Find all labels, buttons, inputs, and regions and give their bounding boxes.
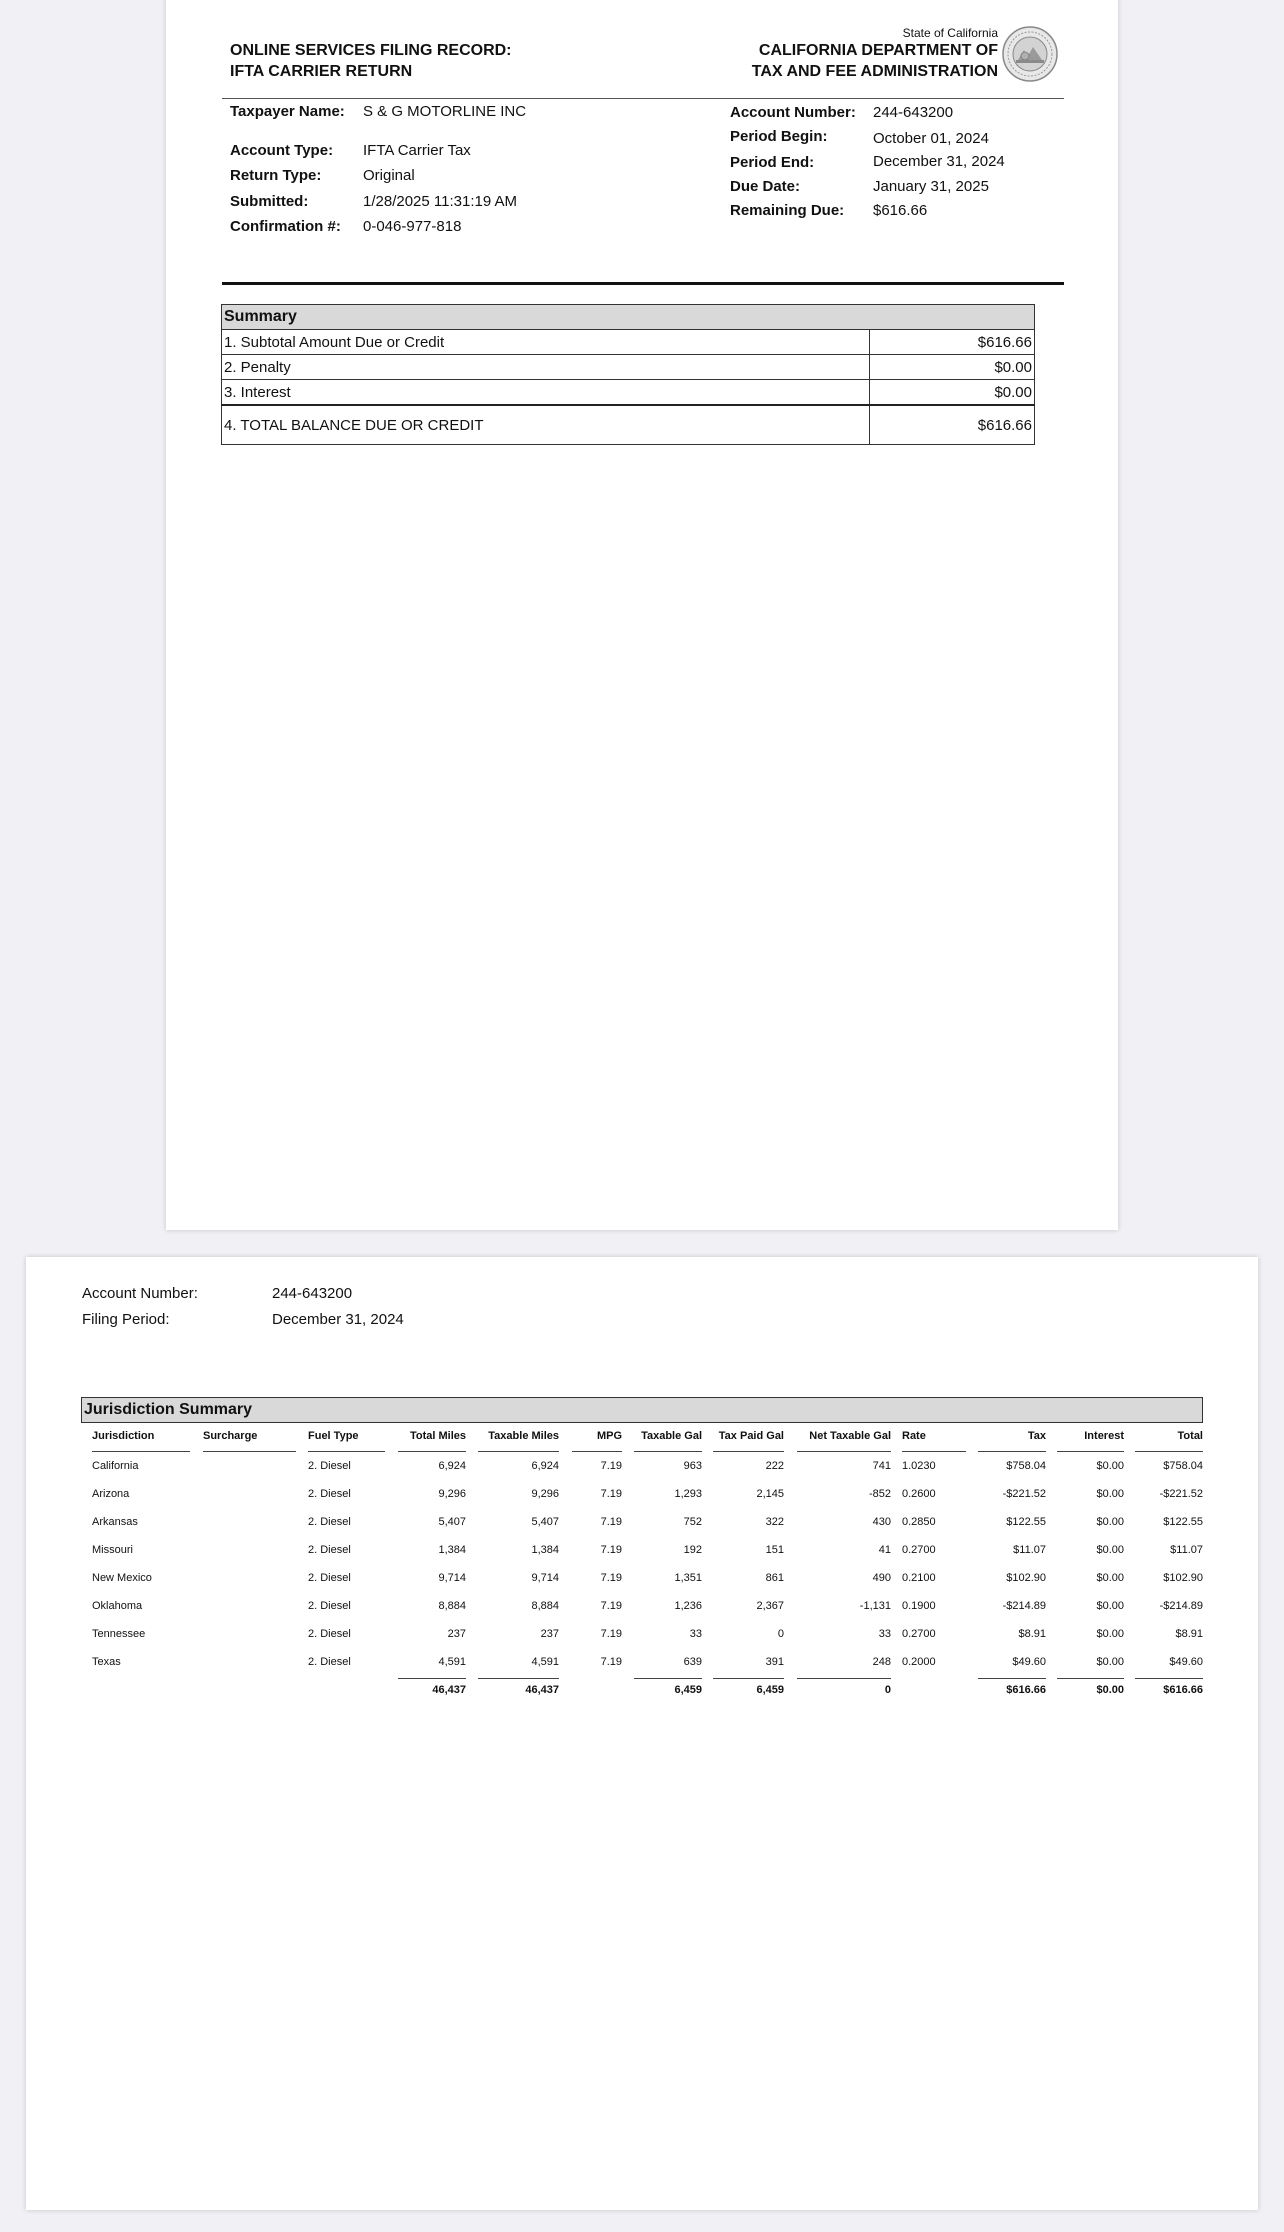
table-cell-interest: $0.00 bbox=[1096, 1656, 1124, 1668]
column-underline bbox=[398, 1451, 466, 1452]
table-cell-taxable-gal: 1,236 bbox=[674, 1600, 702, 1612]
field-label: Due Date: bbox=[730, 178, 801, 195]
field-label: Account Number: bbox=[82, 1285, 198, 1302]
table-cell-fuel-type: 2. Diesel bbox=[308, 1544, 351, 1556]
jurisdiction-heading: Jurisdiction Summary bbox=[81, 1397, 1203, 1423]
table-cell-net-taxable-gal: 741 bbox=[872, 1460, 891, 1472]
field-value: 244-643200 bbox=[272, 1285, 353, 1302]
table-cell-tax-paid-gal: 2,367 bbox=[756, 1600, 784, 1612]
table-cell-interest: $0.00 bbox=[1096, 1460, 1124, 1472]
table-cell-rate: 0.2700 bbox=[902, 1544, 936, 1556]
table-cell-interest: $0.00 bbox=[1096, 1572, 1124, 1584]
table-cell-mpg: 7.19 bbox=[600, 1656, 622, 1668]
table-cell-total: $11.07 bbox=[1170, 1544, 1203, 1556]
table-cell-rate: 0.2850 bbox=[902, 1516, 936, 1528]
table-cell-mpg: 7.19 bbox=[600, 1572, 622, 1584]
column-underline bbox=[203, 1451, 296, 1452]
column-header-mpg: MPG bbox=[596, 1430, 622, 1442]
summary-label: 3. Interest bbox=[222, 380, 870, 406]
column-underline bbox=[308, 1451, 385, 1452]
table-cell-total-miles: 1,384 bbox=[438, 1544, 466, 1556]
total-underline bbox=[1135, 1678, 1203, 1679]
table-cell-jurisdiction: California bbox=[92, 1460, 139, 1472]
table-cell-total-miles: 8,884 bbox=[438, 1600, 466, 1612]
table-cell-total-miles: 4,591 bbox=[438, 1656, 466, 1668]
table-cell-fuel-type: 2. Diesel bbox=[308, 1600, 351, 1612]
table-row bbox=[222, 330, 1035, 355]
table-cell-rate: 0.2100 bbox=[902, 1572, 936, 1584]
table-cell-taxable-miles: 9,714 bbox=[531, 1572, 559, 1584]
table-cell-taxable-miles: 9,296 bbox=[531, 1488, 559, 1500]
table-cell-mpg: 7.19 bbox=[600, 1628, 622, 1640]
field-label: Confirmation #: bbox=[230, 218, 341, 235]
table-cell-fuel-type: 2. Diesel bbox=[308, 1488, 351, 1500]
column-header-jurisdiction: Jurisdiction bbox=[92, 1430, 155, 1442]
table-cell-taxable-gal: 963 bbox=[683, 1460, 702, 1472]
summary-label: 1. Subtotal Amount Due or Credit bbox=[222, 330, 870, 355]
table-cell-tax-paid-gal: 861 bbox=[765, 1572, 784, 1584]
table-cell-tax: $758.04 bbox=[1006, 1460, 1046, 1472]
table-cell-rate: 0.1900 bbox=[902, 1600, 936, 1612]
table-cell-net-taxable-gal: -1,131 bbox=[859, 1600, 891, 1612]
field-label: Return Type: bbox=[230, 167, 322, 184]
total-underline bbox=[1057, 1678, 1124, 1679]
section-divider bbox=[222, 282, 1064, 285]
record-title-line1: ONLINE SERVICES FILING RECORD: bbox=[230, 42, 512, 59]
table-cell-jurisdiction: New Mexico bbox=[92, 1572, 152, 1584]
table-cell-tax-paid-gal: 0 bbox=[777, 1628, 784, 1640]
table-cell-interest: $0.00 bbox=[1096, 1600, 1124, 1612]
table-cell-mpg: 7.19 bbox=[600, 1516, 622, 1528]
field-label: Account Type: bbox=[230, 142, 334, 159]
table-cell-net-taxable-gal: 41 bbox=[878, 1544, 891, 1556]
agency-name-line2: TAX AND FEE ADMINISTRATION bbox=[751, 63, 998, 80]
column-underline bbox=[92, 1451, 190, 1452]
state-seal-icon bbox=[1002, 26, 1058, 82]
table-cell-jurisdiction: Missouri bbox=[92, 1544, 133, 1556]
column-header-total-miles: Total Miles bbox=[409, 1430, 466, 1442]
column-underline bbox=[713, 1451, 784, 1452]
field-label: Period End: bbox=[730, 154, 815, 171]
table-cell-taxable-miles: 4,591 bbox=[531, 1656, 559, 1668]
table-cell-tax: $11.07 bbox=[1013, 1544, 1046, 1556]
table-cell-total: $102.90 bbox=[1163, 1572, 1203, 1584]
table-cell-total-miles: 9,714 bbox=[438, 1572, 466, 1584]
field-value: December 31, 2024 bbox=[873, 153, 1005, 170]
table-cell-total: -$214.89 bbox=[1159, 1600, 1203, 1612]
total-underline bbox=[978, 1678, 1046, 1679]
total-underline bbox=[478, 1678, 559, 1679]
table-cell-taxable-miles: 6,924 bbox=[531, 1460, 559, 1472]
total-cell-taxable-miles: 46,437 bbox=[525, 1684, 559, 1696]
field-value: IFTA Carrier Tax bbox=[363, 142, 471, 159]
field-value: January 31, 2025 bbox=[873, 178, 989, 195]
table-cell-net-taxable-gal: 248 bbox=[872, 1656, 891, 1668]
table-cell-jurisdiction: Arizona bbox=[92, 1488, 130, 1500]
table-cell-taxable-gal: 33 bbox=[689, 1628, 702, 1640]
table-cell-tax-paid-gal: 322 bbox=[765, 1516, 784, 1528]
jurisdiction-table bbox=[26, 1257, 1258, 2210]
table-cell-rate: 0.2700 bbox=[902, 1628, 936, 1640]
summary-amount: $616.66 bbox=[870, 330, 1035, 355]
table-cell-tax-paid-gal: 151 bbox=[765, 1544, 784, 1556]
total-cell-net-taxable-gal: 0 bbox=[884, 1684, 891, 1696]
column-header-taxable-miles: Taxable Miles bbox=[488, 1430, 559, 1442]
table-cell-rate: 0.2600 bbox=[902, 1488, 936, 1500]
field-value: 0-046-977-818 bbox=[363, 218, 462, 235]
column-header-fuel-type: Fuel Type bbox=[308, 1430, 359, 1442]
table-cell-fuel-type: 2. Diesel bbox=[308, 1460, 351, 1472]
table-cell-mpg: 7.19 bbox=[600, 1600, 622, 1612]
column-underline bbox=[797, 1451, 891, 1452]
summary-table bbox=[221, 304, 1035, 445]
table-cell-fuel-type: 2. Diesel bbox=[308, 1656, 351, 1668]
table-cell-taxable-gal: 752 bbox=[683, 1516, 702, 1528]
field-value: December 31, 2024 bbox=[272, 1311, 404, 1328]
column-underline bbox=[1135, 1451, 1203, 1452]
table-cell-tax: $122.55 bbox=[1006, 1516, 1046, 1528]
table-cell-total-miles: 6,924 bbox=[438, 1460, 466, 1472]
field-value: Original bbox=[363, 167, 415, 184]
summary-amount: $0.00 bbox=[870, 380, 1035, 406]
field-label: Account Number: bbox=[730, 104, 856, 121]
table-cell-taxable-miles: 8,884 bbox=[531, 1600, 559, 1612]
agency-header bbox=[752, 26, 998, 82]
column-header-tax-paid-gal: Tax Paid Gal bbox=[718, 1430, 784, 1442]
total-cell-tax: $616.66 bbox=[1006, 1684, 1046, 1696]
table-cell-mpg: 7.19 bbox=[600, 1460, 622, 1472]
column-underline bbox=[478, 1451, 559, 1452]
table-row bbox=[222, 380, 1035, 406]
table-cell-total-miles: 5,407 bbox=[438, 1516, 466, 1528]
table-cell-net-taxable-gal: 33 bbox=[878, 1628, 891, 1640]
table-cell-total: $8.91 bbox=[1175, 1628, 1203, 1640]
field-label: Submitted: bbox=[230, 193, 309, 210]
summary-label: 2. Penalty bbox=[222, 355, 870, 380]
summary-label: 4. TOTAL BALANCE DUE OR CREDIT bbox=[222, 405, 870, 445]
summary-amount: $616.66 bbox=[870, 405, 1035, 445]
table-cell-mpg: 7.19 bbox=[600, 1544, 622, 1556]
agency-name-line1: CALIFORNIA DEPARTMENT OF bbox=[758, 42, 998, 59]
table-row bbox=[222, 355, 1035, 380]
table-cell-total-miles: 9,296 bbox=[438, 1488, 466, 1500]
table-cell-net-taxable-gal: 490 bbox=[872, 1572, 891, 1584]
field-label: Period Begin: bbox=[730, 128, 828, 145]
table-cell-taxable-miles: 5,407 bbox=[531, 1516, 559, 1528]
table-cell-tax: $102.90 bbox=[1006, 1572, 1046, 1584]
summary-heading: Summary bbox=[222, 305, 1035, 330]
table-cell-interest: $0.00 bbox=[1096, 1488, 1124, 1500]
column-underline bbox=[634, 1451, 702, 1452]
summary-amount: $0.00 bbox=[870, 355, 1035, 380]
table-cell-interest: $0.00 bbox=[1096, 1544, 1124, 1556]
field-value: S & G MOTORLINE INC bbox=[363, 103, 527, 120]
column-underline bbox=[572, 1451, 622, 1452]
field-label: Remaining Due: bbox=[730, 202, 845, 219]
table-cell-total: $758.04 bbox=[1163, 1460, 1203, 1472]
table-cell-jurisdiction: Tennessee bbox=[92, 1628, 146, 1640]
table-cell-taxable-gal: 639 bbox=[683, 1656, 702, 1668]
field-label: Filing Period: bbox=[82, 1311, 170, 1328]
column-underline bbox=[978, 1451, 1046, 1452]
column-header-net-taxable-gal: Net Taxable Gal bbox=[809, 1430, 891, 1442]
column-header-surcharge: Surcharge bbox=[203, 1430, 258, 1442]
table-cell-jurisdiction: Arkansas bbox=[92, 1516, 138, 1528]
table-cell-tax: $49.60 bbox=[1012, 1656, 1046, 1668]
field-value: 1/28/2025 11:31:19 AM bbox=[363, 193, 518, 210]
field-value: October 01, 2024 bbox=[873, 130, 989, 147]
table-cell-taxable-miles: 237 bbox=[540, 1628, 559, 1640]
table-cell-total-miles: 237 bbox=[447, 1628, 466, 1640]
table-cell-rate: 0.2000 bbox=[902, 1656, 936, 1668]
table-cell-tax: -$214.89 bbox=[1002, 1600, 1046, 1612]
table-cell-taxable-gal: 1,351 bbox=[674, 1572, 702, 1584]
record-title-line2: IFTA CARRIER RETURN bbox=[230, 63, 413, 80]
total-underline bbox=[398, 1678, 466, 1679]
record-title bbox=[230, 40, 512, 82]
total-cell-taxable-gal: 6,459 bbox=[674, 1684, 702, 1696]
total-underline bbox=[634, 1678, 702, 1679]
table-cell-tax: $8.91 bbox=[1018, 1628, 1046, 1640]
total-cell-total: $616.66 bbox=[1163, 1684, 1203, 1696]
total-cell-total-miles: 46,437 bbox=[432, 1684, 466, 1696]
total-underline bbox=[713, 1678, 784, 1679]
table-cell-taxable-miles: 1,384 bbox=[531, 1544, 559, 1556]
table-cell-total: $49.60 bbox=[1169, 1656, 1203, 1668]
column-underline bbox=[902, 1451, 966, 1452]
table-cell-interest: $0.00 bbox=[1096, 1628, 1124, 1640]
table-cell-net-taxable-gal: 430 bbox=[872, 1516, 891, 1528]
table-cell-tax-paid-gal: 222 bbox=[765, 1460, 784, 1472]
field-label: Taxpayer Name: bbox=[230, 103, 345, 120]
table-cell-interest: $0.00 bbox=[1096, 1516, 1124, 1528]
field-value: 244-643200 bbox=[873, 104, 954, 121]
header-divider bbox=[222, 98, 1064, 99]
total-underline bbox=[797, 1678, 891, 1679]
column-header-interest: Interest bbox=[1084, 1430, 1124, 1442]
table-cell-mpg: 7.19 bbox=[600, 1488, 622, 1500]
agency-state: State of California bbox=[902, 26, 998, 40]
table-cell-taxable-gal: 1,293 bbox=[674, 1488, 702, 1500]
column-header-tax: Tax bbox=[1027, 1430, 1046, 1442]
filing-record-page bbox=[166, 0, 1118, 1230]
table-cell-taxable-gal: 192 bbox=[683, 1544, 702, 1556]
field-value: $616.66 bbox=[873, 202, 928, 219]
table-cell-fuel-type: 2. Diesel bbox=[308, 1572, 351, 1584]
table-row-total bbox=[222, 405, 1035, 445]
column-header-taxable-gal: Taxable Gal bbox=[641, 1430, 702, 1442]
column-underline bbox=[1057, 1451, 1124, 1452]
table-cell-total: -$221.52 bbox=[1159, 1488, 1203, 1500]
column-header-total: Total bbox=[1177, 1430, 1203, 1442]
table-cell-fuel-type: 2. Diesel bbox=[308, 1516, 351, 1528]
table-cell-tax-paid-gal: 2,145 bbox=[756, 1488, 784, 1500]
column-header-rate: Rate bbox=[902, 1430, 926, 1442]
jurisdiction-page bbox=[26, 1257, 1258, 2210]
table-cell-net-taxable-gal: -852 bbox=[868, 1488, 891, 1500]
table-cell-tax-paid-gal: 391 bbox=[765, 1656, 784, 1668]
total-cell-interest: $0.00 bbox=[1096, 1684, 1124, 1696]
table-cell-tax: -$221.52 bbox=[1002, 1488, 1046, 1500]
table-cell-jurisdiction: Texas bbox=[92, 1656, 121, 1668]
table-cell-total: $122.55 bbox=[1163, 1516, 1203, 1528]
table-cell-fuel-type: 2. Diesel bbox=[308, 1628, 351, 1640]
table-cell-jurisdiction: Oklahoma bbox=[92, 1600, 143, 1612]
table-cell-rate: 1.0230 bbox=[902, 1460, 936, 1472]
total-cell-tax-paid-gal: 6,459 bbox=[756, 1684, 784, 1696]
